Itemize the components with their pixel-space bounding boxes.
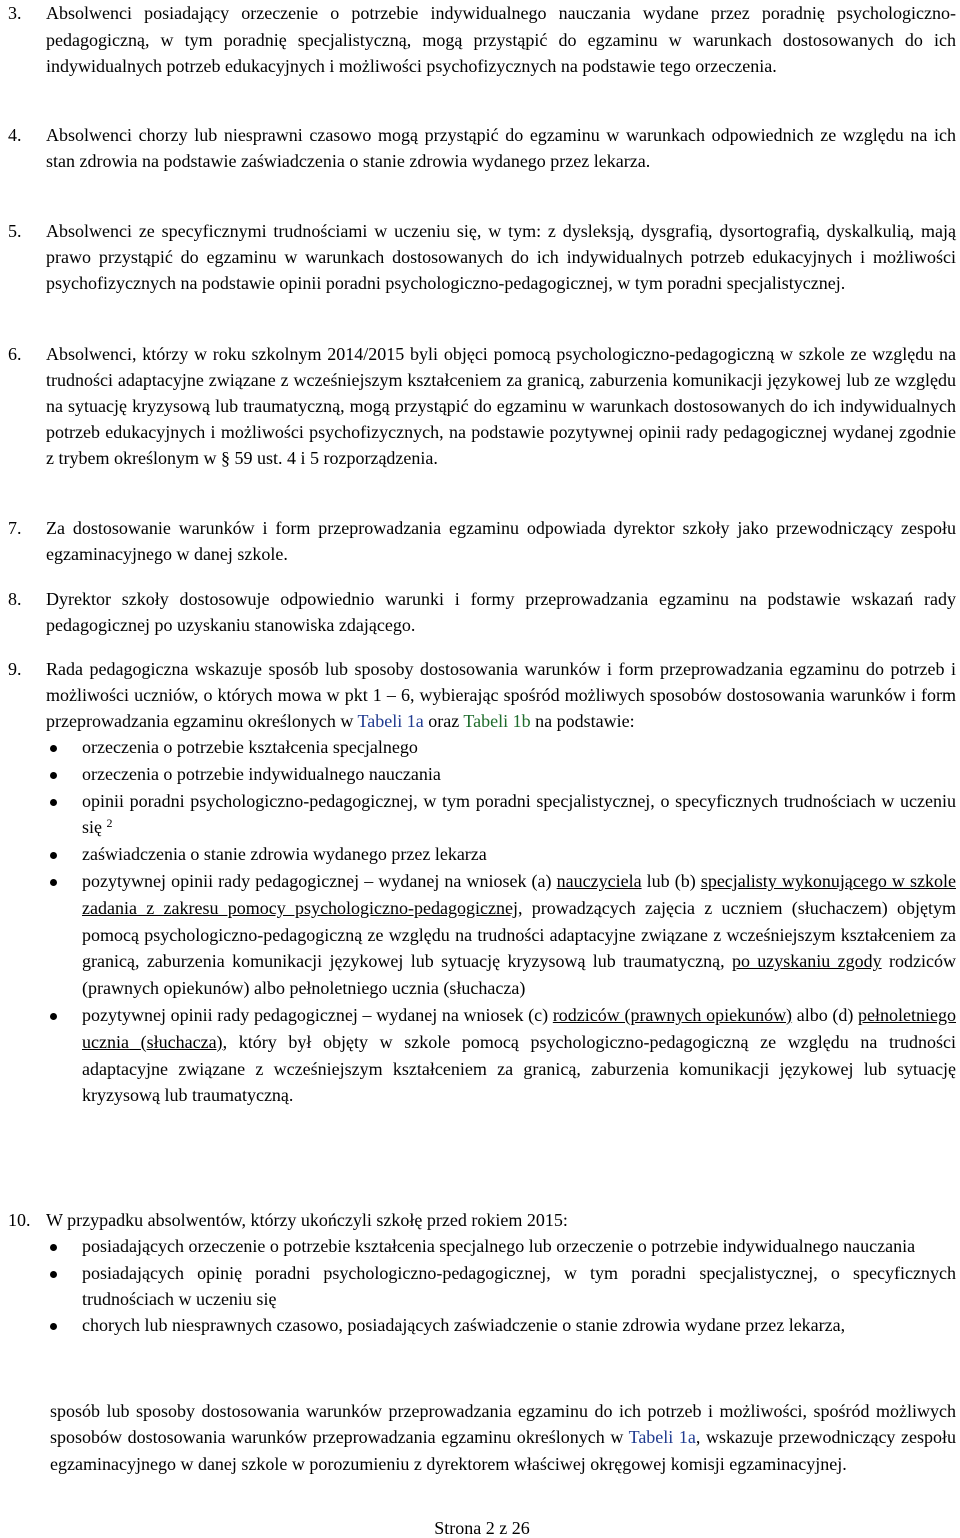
bullet-list (46, 1233, 956, 1338)
intro-text-b: oraz (423, 711, 464, 731)
bullet-item (46, 734, 956, 761)
bullet-text: , prowadzących zajęcia z uczniem (słuchaczem) objętym pomocą psychologiczno-pedagogiczną ze względu na trudności adaptacyjne związane z wcześniejszym kształceniem za granicą, zaburzenia komunikacji językowej lub sytuację kryzysową lub traumatyczną, (82, 897, 956, 972)
list-item-6 (8, 341, 956, 471)
underlined-text: rodziców (prawnych opiekunów) (552, 1004, 793, 1025)
bullet-text: posiadających orzeczenie o potrzebie kształcenia specjalnego lub orzeczenie o potrzebie indywidualnego nauczania (82, 1236, 916, 1257)
item-intro (46, 656, 956, 734)
bullet-text: chorych lub niesprawnych czasowo, posiadających zaświadczenie o stanie zdrowia wydane przez lekarza, (82, 1315, 846, 1336)
bullet-item (46, 1260, 956, 1313)
item-number: 3. (8, 3, 22, 23)
bullet-text: , który był objęty w szkole pomocą psychologiczno-pedagogiczną ze względu na trudności adaptacyjne związane z wcześniejszym kształceniem za granicą, zaburzenia komunikacji językowej lub sytuację kryzysową lub traumatyczną. (82, 1031, 956, 1106)
item-text: Absolwenci, którzy w roku szkolnym 2014/2015 byli objęci pomocą psychologiczno-pedagogiczną w szkole ze względu na trudności adaptacyjne związane z wcześniejszym kształceniem za granicą, zaburzenia komunikacji językowej lub ze względu na sytuację kryzysową lub traumatyczną, mogą przystąpić do egzaminu w warunkach dostosowanych do ich indywidualnych potrzeb edukacyjnych i możliwości psychofizycznych, na podstawie pozytywnej opinii rady pedagogicznej wydanej zgodnie z trybem określonym w § 59 ust. 4 i 5 rozporządzenia. (46, 344, 956, 468)
list-item-5 (8, 218, 956, 296)
list-item-7 (8, 515, 956, 567)
bullet-text: lub (b) (641, 870, 701, 891)
bullet-item (46, 841, 956, 868)
bullet-item (46, 1233, 956, 1259)
intro-text-c: na podstawie: (530, 711, 635, 731)
footnote-ref[interactable]: 2 (106, 816, 113, 831)
item-number: 7. (8, 518, 22, 538)
underlined-text: pełnoletniego ucznia (słuchacza) (82, 1004, 957, 1052)
underlined-text: po uzyskaniu zgody (731, 951, 882, 972)
bullet-item (46, 761, 956, 788)
list-item-8 (8, 586, 956, 638)
item-intro: W przypadku absolwentów, którzy ukończyli szkołę przed rokiem 2015: (46, 1210, 568, 1230)
underlined-text: nauczyciela (556, 870, 642, 891)
table-1a-link[interactable]: Tabeli 1a (357, 711, 424, 731)
page-number: Strona 2 z 26 (434, 1518, 530, 1538)
table-1b-link[interactable]: Tabeli 1b (463, 711, 531, 731)
item-number: 8. (8, 589, 22, 609)
item-number: 9. (8, 659, 22, 679)
bullet-text: posiadających opinię poradni psychologiczno-pedagogicznej, w tym poradni specjalistycznej, o specyficznych trudnościach w uczeniu się (82, 1262, 956, 1309)
table-1a-link[interactable]: Tabeli 1a (628, 1427, 696, 1448)
item-text: Absolwenci ze specyficznymi trudnościami w uczeniu się, w tym: z dysleksją, dysgrafią, dysortografią, dyskalkulią, mają prawo przystąpić do egzaminu w warunkach dostosowanych do ich indywidualnych potrzeb edukacyjnych i możliwości psychofizycznych na podstawie opinii poradni psychologiczno-pedagogicznej, w tym poradni specjalistycznej. (46, 221, 956, 293)
item-text: Za dostosowanie warunków i form przeprowadzania egzaminu odpowiada dyrektor szkoły jako przewodniczący zespołu egzaminacyjnego w danej szkole. (46, 518, 956, 564)
bullet-list (46, 734, 956, 1109)
bullet-text: rodziców (prawnych opiekunów) albo pełnoletniego ucznia (słuchacza) (82, 951, 956, 999)
list-item-4 (8, 122, 956, 174)
bullet-item (46, 1002, 956, 1109)
bullet-text: opinii poradni psychologiczno-pedagogicznej, w tym poradni specjalistycznej, o specyficznych trudnościach w uczeniu się (82, 790, 956, 838)
conclusion-text-a: sposób lub sposoby dostosowania warunków przeprowadzania egzaminu do ich potrzeb i możliwości, spośród możliwych sposobów dostosowania warunków przeprowadzania egzaminu określonych w (50, 1401, 956, 1448)
list-item-10 (8, 1207, 956, 1338)
item-number: 4. (8, 125, 22, 145)
list-item-3 (8, 0, 956, 80)
conclusion-text-b: , wskazuje przewodniczący zespołu egzaminacyjnego w danej szkole w porozumieniu z dyrektorem właściwej okręgowej komisji egzaminacyjnej. (50, 1427, 956, 1474)
bullet-item (46, 788, 956, 842)
underlined-text: specjalisty wykonującego w szkole zadania z zakresu pomocy psychologiczno-pedagogicznej (82, 870, 956, 918)
item-10-conclusion (50, 1398, 956, 1477)
bullet-item (46, 868, 956, 1002)
bullet-item (46, 1312, 956, 1338)
bullet-text: orzeczenia o potrzebie kształcenia specjalnego (82, 737, 418, 757)
item-number: 10. (8, 1210, 31, 1230)
item-number: 5. (8, 221, 22, 241)
bullet-text: zaświadczenia o stanie zdrowia wydanego przez lekarza (82, 844, 487, 865)
bullet-text: orzeczenia o potrzebie indywidualnego nauczania (82, 763, 441, 784)
item-text: Absolwenci chorzy lub niesprawni czasowo mogą przystąpić do egzaminu w warunkach odpowiednich ze względu na ich stan zdrowia na podstawie zaświadczenia o stanie zdrowia wydanego przez lekarza. (46, 125, 956, 171)
bullet-text: pozytywnej opinii rady pedagogicznej – wydanej na wniosek (a) (82, 870, 557, 891)
bullet-text: pozytywnej opinii rady pedagogicznej – wydanej na wniosek (c) (82, 1004, 553, 1025)
item-text: Dyrektor szkoły dostosowuje odpowiednio warunki i formy przeprowadzania egzaminu na podstawie wskazań rady pedagogicznej po uzyskaniu stanowiska zdającego. (46, 589, 956, 635)
bullet-text: albo (d) (792, 1004, 859, 1025)
item-number: 6. (8, 344, 22, 364)
list-item-9 (8, 656, 956, 1109)
intro-text-a: Rada pedagogiczna wskazuje sposób lub sposoby dostosowania warunków i form przeprowadzania egzaminu do potrzeb i możliwości uczniów, o których mowa w pkt 1 – 6, wybierając spośród możliwych sposobów dostosowania warunków i form przeprowadzania egzaminu określonych w (46, 659, 956, 731)
item-text: Absolwenci posiadający orzeczenie o potrzebie indywidualnego nauczania wydane przez poradnię psychologiczno-pedagogiczną, w tym poradnię specjalistyczną, mogą przystąpić do egzaminu w warunkach dostosowanych do ich indywidualnych potrzeb edukacyjnych i możliwości psychofizycznych na podstawie tego orzeczenia. (46, 3, 956, 77)
